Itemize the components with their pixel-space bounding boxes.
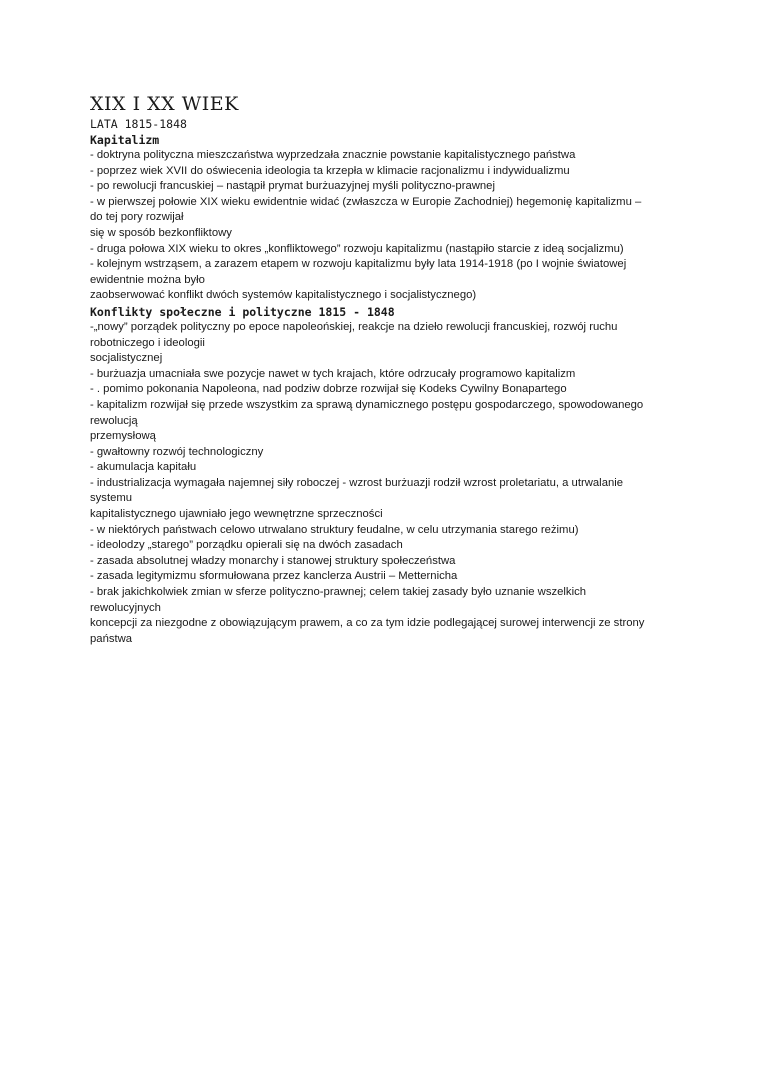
- text-line: - akumulacja kapitału: [90, 461, 197, 474]
- text-line: - poprzez wiek XVII do oświecenia ideologia ta krzepła w klimacie racjonalizmu i indywidualizmu: [90, 164, 570, 177]
- text-line: przemysłową: [90, 430, 156, 443]
- section-konflikty-body: [90, 320, 680, 647]
- text-line: - zasada absolutnej władzy monarchy i stanowej struktury społeczeństwa: [90, 554, 456, 567]
- text-line: - w niektórych państwach celowo utrwalano struktury feudalne, w celu utrzymania starego reżimu): [90, 523, 579, 536]
- section-heading-konflikty: Konflikty społeczne i polityczne 1815 - 1848: [90, 304, 395, 319]
- text-line: robotniczego i ideologii: [90, 336, 205, 349]
- text-line: systemu: [90, 492, 133, 505]
- text-line: - brak jakichkolwiek zmian w sferze polityczno-prawnej; celem takiej zasady było uznanie wszelkich: [90, 586, 587, 599]
- text-line: kapitalistycznego ujawniało jego wewnętrzne sprzeczności: [90, 508, 383, 521]
- text-line: koncepcji za niezgodne z obowiązującym prawem, a co za tym idzie podlegającej surowej interwencji ze strony: [90, 617, 645, 630]
- text-line: - kolejnym wstrząsem, a zarazem etapem w rozwoju kapitalizmu były lata 1914-1918 (po I wojnie światowej: [90, 258, 627, 271]
- text-line: - ideolodzy „starego” porządku opierali się na dwóch zasadach: [90, 539, 403, 552]
- text-line: - doktryna polityczna mieszczaństwa wyprzedzała znacznie powstanie kapitalistycznego państwa: [90, 149, 576, 161]
- section-heading-kapitalizm: Kapitalizm: [90, 133, 160, 147]
- text-line: państwa: [90, 632, 133, 645]
- text-line: -„nowy” porządek polityczny po epoce napoleońskiej, reakcje na dzieło rewolucji francuskiej, rozwój ruchu: [90, 320, 618, 333]
- section-kapitalizm-body: [90, 148, 680, 304]
- text-line: - w pierwszej połowie XIX wieku ewidentnie widać (zwłaszcza w Europie Zachodniej) hegemonię kapitalizmu –: [90, 195, 642, 208]
- text-line: - . pomimo pokonania Napoleona, nad podziw dobrze rozwijał się Kodeks Cywilny Bonapartego: [90, 383, 567, 396]
- text-line: - industrializacja wymagała najemnej siły roboczej - wzrost burżuazji rodził wzrost proletariatu, a utrwalanie: [90, 476, 624, 489]
- text-line: rewolucyjnych: [90, 601, 161, 614]
- text-line: rewolucją: [90, 414, 138, 427]
- text-line: - kapitalizm rozwijał się przede wszystkim za sprawą dynamicznego postępu gospodarczego, spowodowanego: [90, 398, 644, 411]
- text-line: - druga połowa XIX wieku to okres „konfliktowego” rozwoju kapitalizmu (nastąpiło starcie z ideą socjalizmu): [90, 242, 624, 255]
- document-title: XIX I XX WIEK: [90, 93, 239, 115]
- document-content: [90, 92, 680, 647]
- text-line: - gwałtowny rozwój technologiczny: [90, 445, 264, 458]
- text-line: - zasada legitymizmu sformułowana przez kanclerza Austrii – Metternicha: [90, 570, 458, 583]
- document-subtitle: LATA 1815-1848: [90, 117, 187, 131]
- text-line: do tej pory rozwijał: [90, 211, 184, 224]
- text-line: socjalistycznej: [90, 352, 163, 365]
- text-line: się w sposób bezkonfliktowy: [90, 226, 232, 239]
- text-line: zaobserwować konflikt dwóch systemów kapitalistycznego i socjalistycznego): [90, 289, 477, 302]
- text-line: - burżuazja umacniała swe pozycje nawet w tych krajach, które odrzucały programowo kapitalizm: [90, 367, 576, 380]
- text-line: ewidentnie można było: [90, 273, 205, 286]
- text-line: - po rewolucji francuskiej – nastąpił prymat burżuazyjnej myśli polityczno-prawnej: [90, 180, 495, 193]
